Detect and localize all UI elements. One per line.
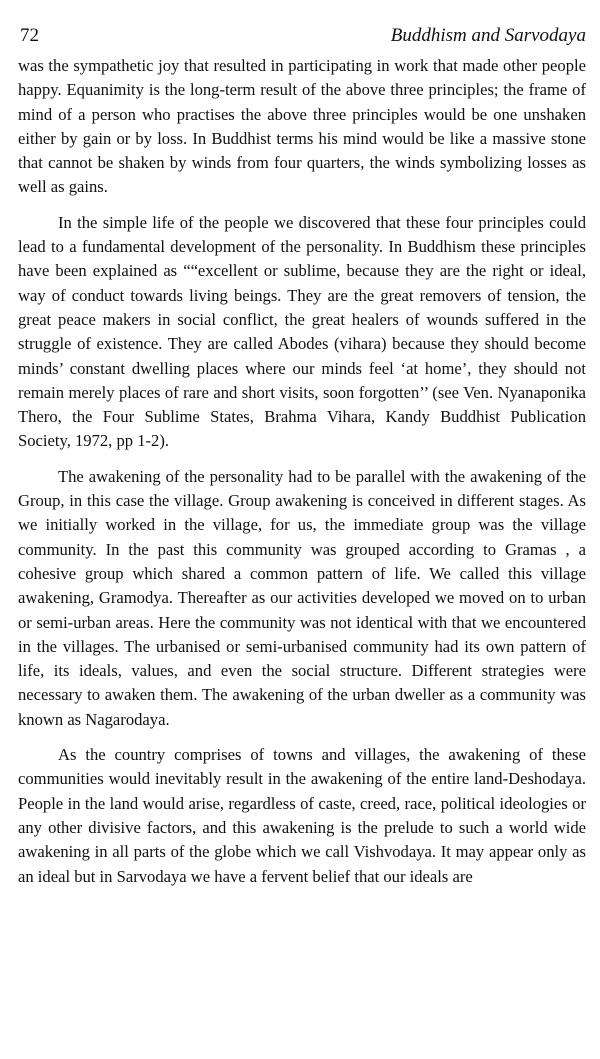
page-number: 72	[20, 25, 39, 46]
paragraph-2: In the simple life of the people we discovered that these four principles could lead to a fundamental development of the personality. In Buddhism these principles have been explained as ““excellent or sublime, because they are the right or ideal, way of conduct towards living beings. They are the great removers of tension, the great peace makers in social conflict, the great healers of wounds suffered in the struggle of existence. They are called Abodes (vihara) because they should become minds’ constant dwelling places where our minds feel ‘at home’, they should not remain merely places of rare and short visits, soon forgotten’’ (see Ven. Nyanaponika Thero, the Four Sublime States, Brahma Vihara, Kandy Buddhist Publication Society, 1972, pp 1-2).	[18, 212, 586, 451]
body-text	[18, 54, 586, 889]
book-page	[18, 24, 586, 889]
paragraph-3: The awakening of the personality had to be parallel with the awakening of the Group, in this case the village. Group awakening is conceived in different stages. As we initially worked in the village, for us, the immediate group was the village community. In the past this community was grouped according to Gramas , a cohesive group which shared a common pattern of life. We called this village awakening, Gramodya. Thereafter as our activities developed we moved on to urban or semi-urban areas. Here the community was not identical with that we encountered in the villages. The urbanised or semi-urbanised community had its own pattern of life, its ideals, values, and even the social structure. Different strategies were necessary to awaken them. The awakening of the urban dweller as a community was known as Nagarodaya.	[18, 466, 586, 729]
book-title: Buddhism and Sarvodaya	[390, 25, 586, 46]
paragraph-4: As the country comprises of towns and villages, the awakening of these communities would inevitably result in the awakening of the entire land-Deshodaya. People in the land would arise, regardless of caste, creed, race, political ideologies or any other divisive factors, and this awakening is the prelude to such a world wide awakening in all parts of the globe which we call Vishvodaya. It may appear only as an ideal but in Sarvodaya we have a fervent belief that our ideals are	[18, 745, 586, 886]
running-head	[18, 24, 586, 54]
paragraph-1: was the sympathetic joy that resulted in participating in work that made other people happy. Equanimity is the long-term result of the above three principles; the frame of mind of a person who practises the above three principles would be one unshaken either by gain or by loss. In Buddhist terms his mind would be like a massive stone that cannot be shaken by winds from four quarters, the winds symbolizing losses as well as gains.	[18, 56, 586, 197]
